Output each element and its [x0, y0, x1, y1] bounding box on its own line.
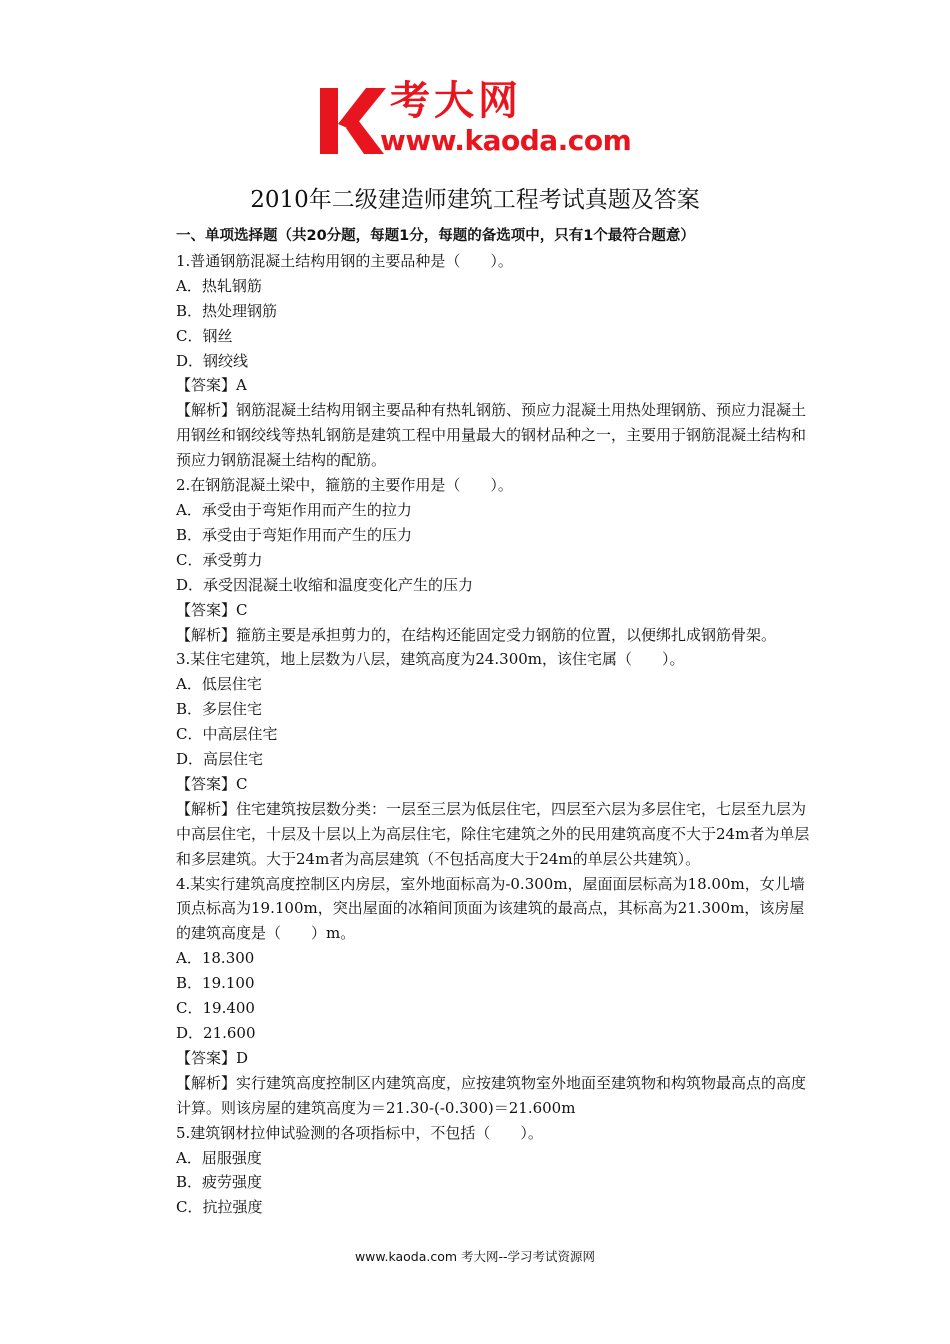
- document-line: 【解析】箍筋主要是承担剪力的，在结构还能固定受力钢筋的位置，以便绑扎成钢筋骨架。: [176, 625, 777, 644]
- document-line: C．钢丝: [176, 326, 233, 345]
- k-logo-icon: [318, 84, 388, 156]
- document-line: A．低层住宅: [176, 675, 262, 694]
- document-line: D．钢绞线: [176, 351, 249, 370]
- document-line: 【解析】实行建筑高度控制区内建筑高度，应按建筑物室外地面至建筑物和构筑物最高点的高度计算。则该房屋的建筑高度为＝21.30-(-0.300)＝21.600m: [176, 1073, 807, 1117]
- document-line: 【答案】D: [176, 1048, 249, 1067]
- document-line: C．抗拉强度: [176, 1198, 263, 1217]
- document-body: [146, 224, 810, 1220]
- document-line: B．疲劳强度: [176, 1173, 263, 1192]
- question-list: [146, 249, 810, 1220]
- document-line: 【答案】C: [176, 774, 248, 793]
- document-line: A．18.300: [176, 949, 255, 968]
- document-line: 3.某住宅建筑，地上层数为八层，建筑高度为24.300m，该住宅属（ ）。: [176, 650, 685, 669]
- document-line: B．多层住宅: [176, 700, 263, 719]
- kaoda-logo: [318, 78, 638, 162]
- document-line: 4.某实行建筑高度控制区内房层，室外地面标高为-0.300m，屋面面层标高为18.00m，女儿墙顶点标高为19.100m，突出屋面的冰箱间顶面为该建筑的最高点，其标高为21.300m，该房屋的建筑高度是（ ）m。: [176, 874, 805, 943]
- document-line: 5.建筑钢材拉伸试验测的各项指标中，不包括（ ）。: [176, 1123, 543, 1142]
- document-line: B．热处理钢筋: [176, 301, 278, 320]
- document-line: 【解析】钢筋混凝土结构用钢主要品种有热轧钢筋、预应力混凝土用热处理钢筋、预应力混凝土用钢丝和钢绞线等热轧钢筋是建筑工程中用量最大的钢材品种之一，主要用于钢筋混凝土结构和预应力钢筋混凝土结构的配筋。: [176, 401, 807, 470]
- document-line: B．19.100: [176, 974, 255, 993]
- document-line: D．21.600: [176, 1024, 256, 1042]
- document-line: C．承受剪力: [176, 550, 263, 569]
- document-line: A．屈服强度: [176, 1148, 262, 1167]
- document-line: A．热轧钢筋: [176, 276, 262, 295]
- document-line: D．承受因混凝土收缩和温度变化产生的压力: [176, 575, 474, 594]
- logo-brand-name: 考大网: [390, 78, 522, 124]
- document-line: 【答案】C: [176, 600, 248, 619]
- document-title: 2010年二级建造师建筑工程考试真题及答案: [250, 187, 700, 213]
- document-line: C．19.400: [176, 999, 255, 1018]
- page-footer: www.kaoda.com 考大网--学习考试资源网: [354, 1249, 596, 1264]
- document-line: D．高层住宅: [176, 750, 264, 769]
- document-line: C．中高层住宅: [176, 725, 278, 744]
- document-line: 【解析】住宅建筑按层数分类：一层至三层为低层住宅，四层至六层为多层住宅，七层至九层为中高层住宅，十层及十层以上为高层住宅，除住宅建筑之外的民用建筑高度不大于24m者为单层和多层建筑。大于24m者为高层建筑（不包括高度大于24m的单层公共建筑）。: [176, 799, 810, 868]
- document-line: B．承受由于弯矩作用而产生的压力: [176, 525, 413, 544]
- document-line: 1.普通钢筋混凝土结构用钢的主要品种是（ ）。: [176, 251, 513, 270]
- document-line: 【答案】A: [176, 376, 247, 395]
- section-heading: 一、单项选择题（共20分题，每题1分，每题的备选项中，只有1个最符合题意）: [176, 228, 695, 244]
- logo-url: www.kaoda.com: [380, 124, 632, 157]
- document-line: A．承受由于弯矩作用而产生的拉力: [176, 500, 412, 519]
- document-line: 2.在钢筋混凝土梁中，箍筋的主要作用是（ ）。: [176, 476, 513, 495]
